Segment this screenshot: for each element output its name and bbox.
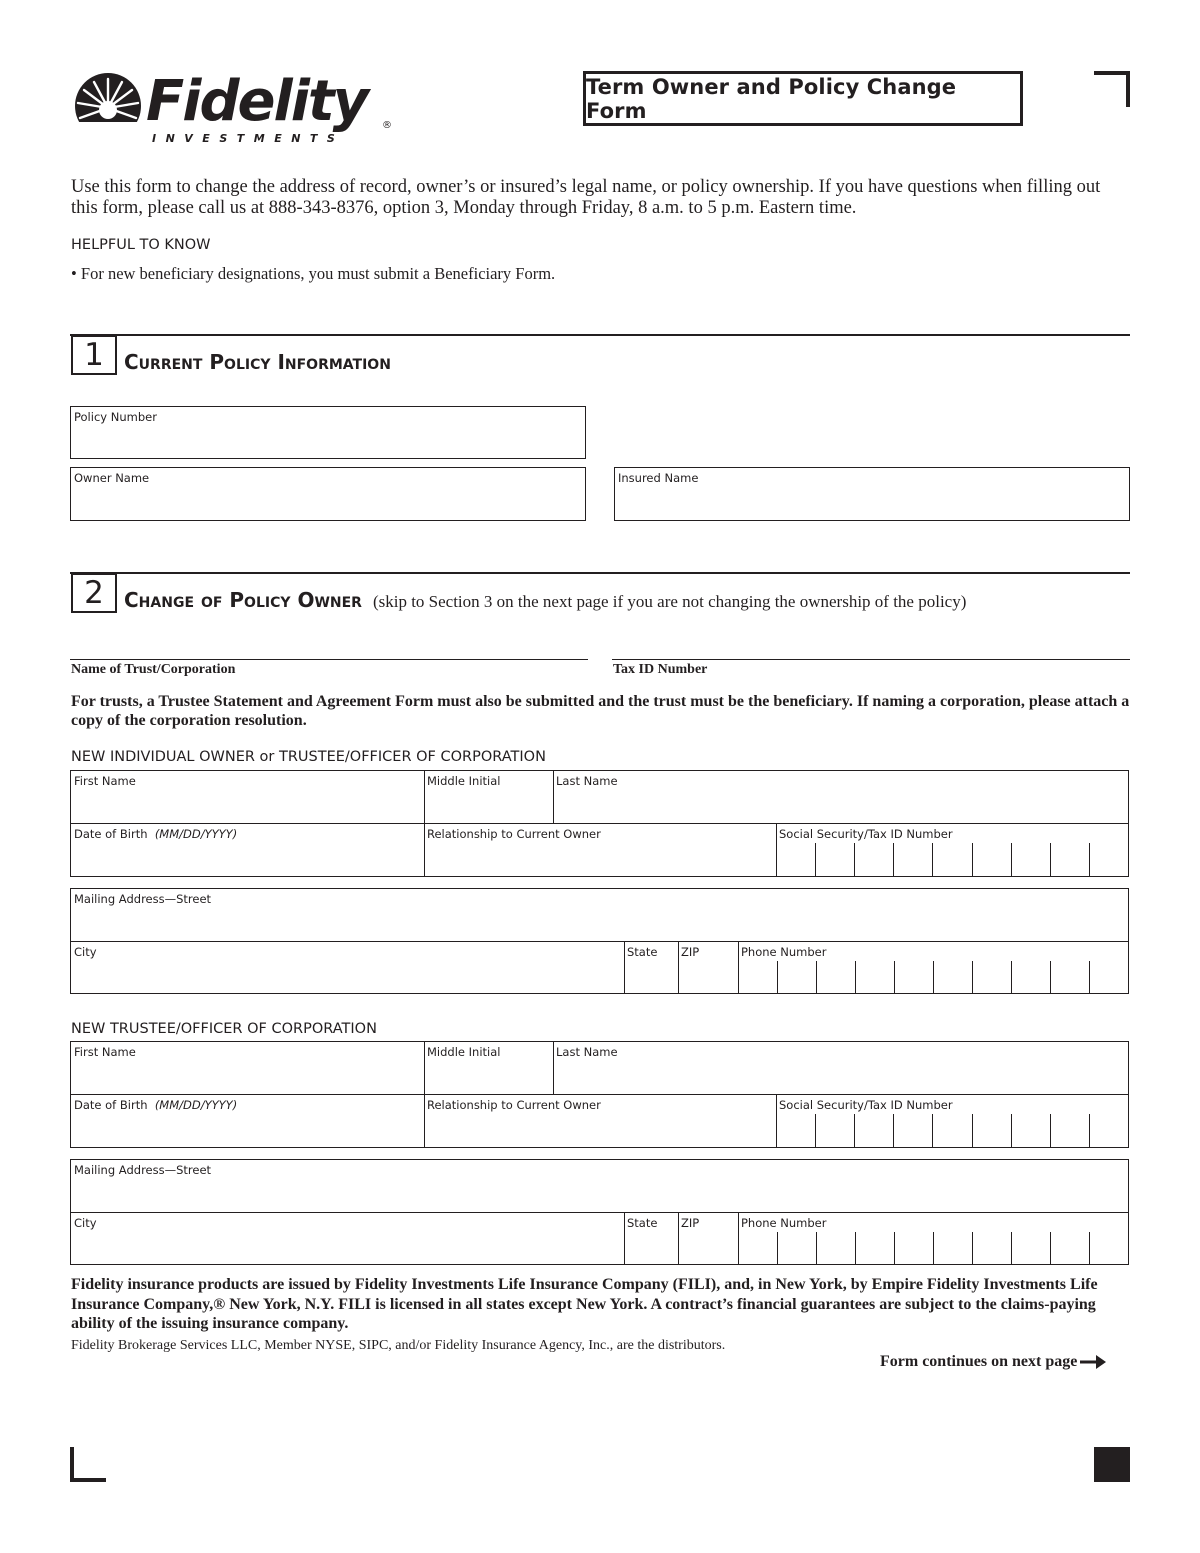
city-label: City [74,945,97,959]
dob-label [74,827,237,841]
form-continues-text: Form continues on next page [880,1353,1078,1370]
group-2-trustee-grid [70,1041,1129,1148]
group-1-address-grid [70,888,1129,994]
ssn-label: Social Security/Tax ID Number [779,827,953,841]
section-2-note: (skip to Section 3 on the next page if you are not changing the ownership of the policy) [372,592,967,611]
g1-phone-digit-boxes [738,961,1128,993]
group-1-heading: NEW INDIVIDUAL OWNER or TRUSTEE/OFFICER OF CORPORATION [71,749,546,765]
digit-box-divider [933,961,934,993]
digit-box-divider [816,961,817,993]
digit-box-divider [1089,843,1090,876]
digit-box-divider [855,961,856,993]
section-2-rule [70,572,1130,574]
relationship-label: Relationship to Current Owner [427,827,601,841]
digit-box-divider [893,1114,894,1147]
state-label: State [627,945,658,959]
section-2-title [124,588,966,612]
g1-city-field[interactable] [71,942,624,993]
digit-box-divider [854,843,855,876]
digit-box-divider [932,843,933,876]
g2-dob-field[interactable] [71,1095,424,1147]
digit-box-divider [777,1232,778,1264]
crop-mark-top-right-vertical [1126,71,1130,107]
g1-last-name-field[interactable] [553,771,1128,823]
digit-box-divider [1050,1114,1051,1147]
form-title: Term Owner and Policy Change Form [583,71,1023,126]
logo-wordmark: Fidelity [146,69,368,134]
first-name-label: First Name [74,1045,136,1059]
street-label: Mailing Address—Street [74,892,212,906]
digit-box-divider [933,1232,934,1264]
digit-box-divider [777,961,778,993]
section-1-rule [70,334,1130,336]
registration-block [1094,1447,1130,1482]
g2-relationship-field[interactable] [424,1095,776,1147]
dob-text: Date of Birth [74,1098,148,1112]
logo-subtitle: INVESTMENTS [152,132,345,145]
digit-box-divider [972,1114,973,1147]
arrow-right-icon [1080,1355,1106,1369]
g1-dob-field[interactable] [71,824,424,876]
group-2-address-grid [70,1159,1129,1265]
dob-label [74,1098,237,1112]
g1-street-field[interactable] [71,889,1128,941]
g2-city-field[interactable] [71,1213,624,1264]
digit-box-divider [815,843,816,876]
dob-format: (MM/DD/YYYY) [154,1098,238,1112]
g1-first-name-field[interactable] [71,771,424,823]
state-label: State [627,1216,658,1230]
g1-middle-initial-field[interactable] [424,771,553,823]
registered-mark: ® [382,120,392,131]
tax-id-field[interactable] [612,659,1130,660]
distributors-text: Fidelity Brokerage Services LLC, Member NYSE, SIPC, and/or Fidelity Insurance Agency, Inc., are the distributors. [71,1338,726,1353]
trust-name-field[interactable] [70,659,588,660]
intro-text: Use this form to change the address of record, owner’s or insured’s legal name, or policy ownership. If you have questions when filling out this form, please call us at 888-343-8376, option 3, Monday through Friday, 8 a.m. to 5 p.m. Eastern time. [71,177,1101,218]
crop-mark-bottom-left-vertical [70,1447,74,1482]
g1-state-field[interactable] [624,942,678,993]
last-name-label: Last Name [556,774,618,788]
policy-number-label: Policy Number [74,410,157,424]
digit-box-divider [815,1114,816,1147]
digit-box-divider [816,1232,817,1264]
group-1-owner-grid [70,770,1129,877]
g2-middle-initial-field[interactable] [424,1042,553,1094]
digit-box-divider [1089,1232,1090,1264]
policy-number-field[interactable] [70,406,586,459]
digit-box-divider [1050,843,1051,876]
g2-ssn-digit-boxes [776,1114,1128,1147]
first-name-label: First Name [74,774,136,788]
section-1-title: Current Policy Information [124,350,391,374]
relationship-label: Relationship to Current Owner [427,1098,601,1112]
helpful-heading: HELPFUL TO KNOW [71,237,211,253]
digit-box-divider [894,1232,895,1264]
zip-label: ZIP [681,1216,700,1230]
phone-label: Phone Number [741,945,827,959]
crop-mark-top-right [1094,71,1130,75]
form-continues [880,1353,1106,1371]
city-label: City [74,1216,97,1230]
middle-initial-label: Middle Initial [427,774,501,788]
digit-box-divider [1050,1232,1051,1264]
group-2-heading: NEW TRUSTEE/OFFICER OF CORPORATION [71,1021,377,1037]
trust-name-label: Name of Trust/Corporation [71,662,236,677]
digit-box-divider [1011,843,1012,876]
digit-box-divider [1011,961,1012,993]
dob-format: (MM/DD/YYYY) [154,827,238,841]
g2-zip-field[interactable] [678,1213,738,1264]
g2-first-name-field[interactable] [71,1042,424,1094]
digit-box-divider [932,1114,933,1147]
digit-box-divider [1011,1114,1012,1147]
digit-box-divider [894,961,895,993]
zip-label: ZIP [681,945,700,959]
dob-text: Date of Birth [74,827,148,841]
digit-box-divider [972,961,973,993]
g2-street-field[interactable] [71,1160,1128,1212]
owner-name-field[interactable] [70,467,586,521]
digit-box-divider [1011,1232,1012,1264]
last-name-label: Last Name [556,1045,618,1059]
g2-phone-digit-boxes [738,1232,1128,1264]
digit-box-divider [855,1232,856,1264]
digit-box-divider [1089,1114,1090,1147]
section-2-title-text: Change of Policy Owner [124,588,362,612]
g1-zip-field[interactable] [678,942,738,993]
digit-box-divider [972,843,973,876]
phone-label: Phone Number [741,1216,827,1230]
g2-state-field[interactable] [624,1213,678,1264]
street-label: Mailing Address—Street [74,1163,212,1177]
insured-name-label: Insured Name [618,471,699,485]
tax-id-label: Tax ID Number [613,662,708,677]
owner-name-label: Owner Name [74,471,150,485]
helpful-item: • For new beneficiary designations, you must submit a Beneficiary Form. [71,264,556,283]
fidelity-logo [72,70,402,150]
disclosure-text: Fidelity insurance products are issued by Fidelity Investments Life Insurance Company (FILI), and, in New York, by Empire Fidelity Investments Life Insurance Company,® New York, N.Y. FILI is licensed in all states except New York. A contract’s financial guarantees are subject to the claims-paying ability of the issuing insurance company. [71,1276,1098,1332]
digit-box-divider [893,843,894,876]
digit-box-divider [854,1114,855,1147]
insured-name-field[interactable] [614,467,1130,521]
ssn-label: Social Security/Tax ID Number [779,1098,953,1112]
g2-last-name-field[interactable] [553,1042,1128,1094]
crop-mark-bottom-left [70,1478,106,1482]
trust-note: For trusts, a Trustee Statement and Agreement Form must also be submitted and the trust must be the beneficiary. If naming a corporation, please attach a copy of the corporation resolution. [71,693,1130,729]
digit-box-divider [972,1232,973,1264]
middle-initial-label: Middle Initial [427,1045,501,1059]
g1-ssn-digit-boxes [776,843,1128,876]
g1-relationship-field[interactable] [424,824,776,876]
digit-box-divider [1089,961,1090,993]
section-2-number: 2 [71,573,117,613]
digit-box-divider [1050,961,1051,993]
section-1-number: 1 [71,335,117,375]
